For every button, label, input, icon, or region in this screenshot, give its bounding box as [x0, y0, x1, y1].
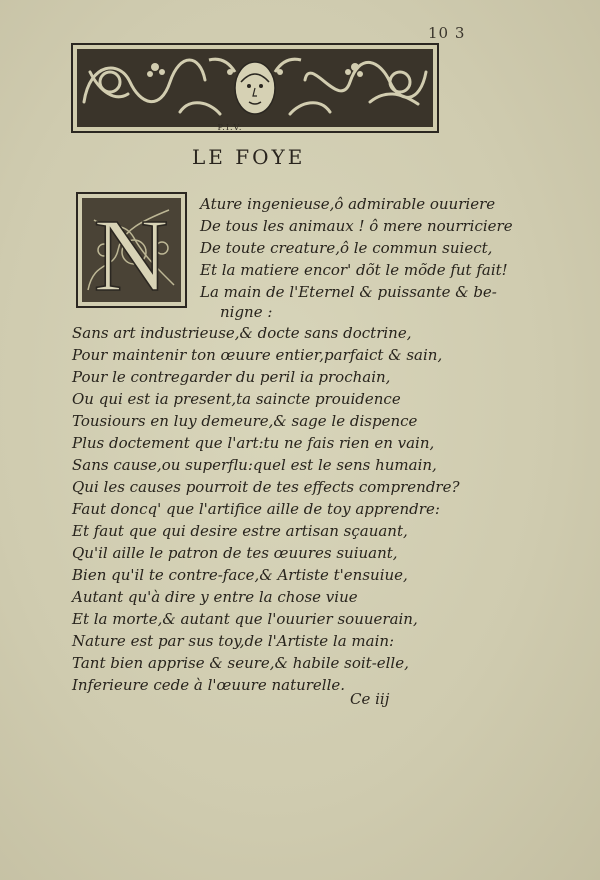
verse-line: La main de l'Eternel & puissante & be- [200, 283, 497, 301]
ornamental-headpiece [70, 42, 440, 134]
verse-line: Sans art industrieuse,& docte sans doctrine, [72, 324, 412, 342]
verse-line: Tant bien apprise & seure,& habile soit-elle, [72, 654, 409, 672]
verse-line: Qu'il aille le patron de tes œuures suiuant, [72, 544, 398, 562]
verse-line: De tous les animaux ! ô mere nourriciere [200, 217, 513, 235]
verse-line: Ature ingenieuse,ô admirable ouuriere [200, 195, 496, 213]
catchword-signature: Ce iij [350, 690, 390, 708]
verse-line: Sans cause,ou superflu:quel est le sens humain, [72, 456, 437, 474]
decorated-initial [74, 190, 189, 310]
ornament-monogram: P.I.V. [217, 123, 243, 132]
verse-line: Et faut que qui desire estre artisan sçauant, [72, 522, 408, 540]
verse-line: Autant qu'à dire y entre la chose viue [72, 588, 358, 606]
headpiece-ornament-icon [70, 42, 440, 134]
verse-line: Pour le contregarder du peril ia prochain, [72, 368, 391, 386]
verse-line: nigne : [220, 303, 273, 321]
verse-line: Tousiours en luy demeure,& sage le dispence [72, 412, 418, 430]
verse-line: Faut doncq' que l'artifice aille de toy apprendre: [72, 500, 440, 518]
verse-line: Bien qu'il te contre-face,& Artiste t'ensuiue, [72, 566, 408, 584]
verse-line: De toute creature,ô le commun suiect, [200, 239, 493, 257]
chapter-title: LE FOYE [192, 145, 306, 169]
initial-n-ornament-icon [74, 190, 189, 310]
verse-line: Et la matiere encor' dõt le mõde fut fait! [200, 261, 508, 279]
initial-letter: N [93, 198, 169, 310]
verse-line: Plus doctement que l'art:tu ne fais rien en vain, [72, 434, 435, 452]
verse-line: Ou qui est ia present,ta saincte prouidence [72, 390, 401, 408]
verse-line: Inferieure cede à l'œuure naturelle. [72, 676, 346, 694]
verse-line: Pour maintenir ton œuure entier,parfaict & sain, [72, 346, 443, 364]
verse-line: Qui les causes pourroit de tes effects comprendre? [72, 478, 460, 496]
verse-line: Et la morte,& autant que l'ouurier souuerain, [72, 610, 418, 628]
page-number: 10 3 [428, 24, 466, 42]
verse-line: Nature est par sus toy,de l'Artiste la main: [72, 632, 395, 650]
